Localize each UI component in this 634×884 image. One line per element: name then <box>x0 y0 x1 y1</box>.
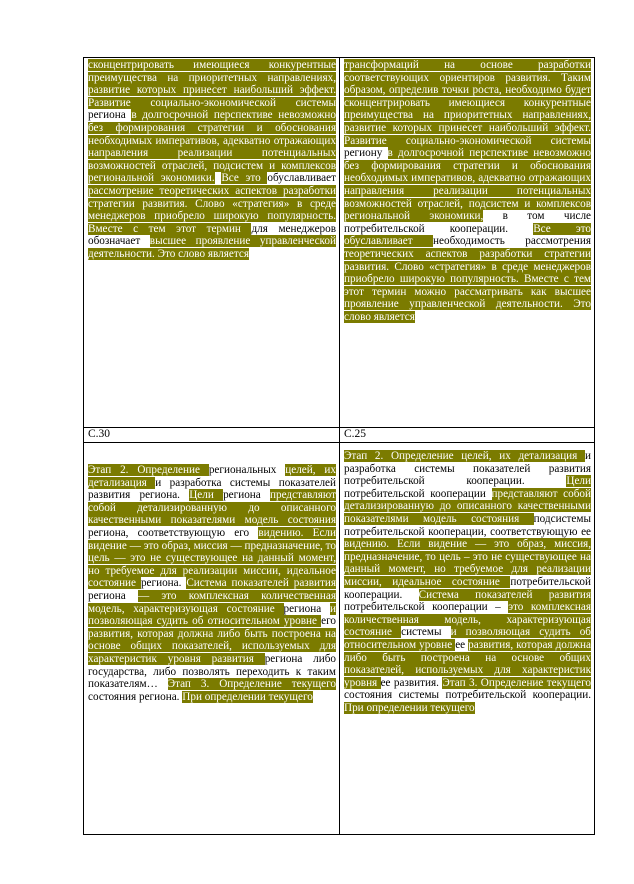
highlighted-text-run: Все это обуславливает <box>344 222 591 248</box>
highlighted-text-run: это комплексная количественная модель, характеризующая состояние <box>344 601 591 639</box>
comparison-table <box>83 57 595 835</box>
highlighted-text-run: Этап 3. Определение текущего <box>167 678 336 691</box>
plain-text-run: региона. <box>140 577 187 590</box>
plain-text-run: потребительской кооперации – <box>344 601 509 614</box>
plain-text-run: состояния системы потребительской кооперации. <box>344 689 591 702</box>
highlighted-text-run: Все это <box>221 172 268 185</box>
caption-right: С.25 <box>344 428 367 440</box>
highlighted-text-run: целей, их детализация <box>88 464 336 489</box>
highlighted-text-run: Этап 2. Определение целей, их детализация <box>344 450 585 462</box>
highlighted-text-run: Система показателей развития <box>186 577 336 590</box>
plain-text-run: региону <box>344 147 388 160</box>
plain-text-run: в том числе потребительской кооперации. <box>344 210 591 235</box>
highlighted-text-run: При определении текущего <box>182 690 313 703</box>
highlighted-text-run: сконцентрировать имеющиеся конкурентные преимущества на приоритетных направлениях, развитие которых принесет наибольший эффект. Развитие социально-экономической системы <box>88 59 336 109</box>
bottom-left-text <box>88 464 336 703</box>
plain-text-run: региональных <box>208 464 286 476</box>
highlighted-text-run: видению. Если видение — это образ, миссия — предназначение, то цель — это не существующее на данный момент, но требуемое для реализации миссии, идеальное состояние <box>88 526 336 590</box>
plain-text-run: региона либо государства, либо позволять переходить к таким показателям… <box>88 652 336 691</box>
bottom-left-cell <box>84 463 339 834</box>
plain-text-run: его <box>321 615 336 628</box>
highlighted-text-run: предназначение, то цель – это не существующее на данный момент, но требуемое для реализации миссии, идеальное состояние <box>344 550 591 588</box>
highlighted-text-run: и позволяющая судить об относительном уровне <box>344 626 591 651</box>
highlighted-text-run: При определении текущего <box>344 701 475 714</box>
plain-text-run: и разработка системы показателей развития потребительской кооперации. <box>344 450 591 488</box>
highlighted-text-run: представляют собой детализированную до описанного качественными показателями модель состояния <box>88 489 337 527</box>
plain-text-run: системы <box>401 626 451 639</box>
top-right-cell <box>340 58 594 427</box>
highlighted-text-run: трансформаций на основе разработки соответствующих ориентиров развития. Таким образом, определив точки роста, необходимо будет сконцентрировать имеющиеся конкурентные преимущества на приоритетных направлениях, развитие которых принесет наибольший эффект. Развитие социально-экономической системы <box>344 59 591 147</box>
top-left-cell <box>84 58 339 427</box>
highlighted-text-run: в долгосрочной перспективе невозможно без формирования стратегии и обоснования необходимых императивов, адекватно отражающих направления реализации потенциальных возможностей отраслей, подсистем и комплексов региональной экономики. <box>88 109 336 185</box>
highlighted-text-run: рассмотрение теоретических аспектов разработки стратегии развития. Слово «стратегия» в среде менеджеров приобрело широкую популярность. Вместе с тем этот термин <box>88 184 336 235</box>
highlighted-text-run: развития, которая должна либо быть построена на основе общих показателей, используемых для характеристик уровня развития <box>88 627 336 665</box>
plain-text-run: и разработка системы показателей развития региона. <box>88 476 337 502</box>
plain-text-run: региона <box>223 489 270 502</box>
plain-text-run: потребительской кооперации. <box>344 575 591 601</box>
plain-text-run: обуславливает <box>267 172 337 185</box>
plain-text-run: для менеджеров обозначает <box>88 222 336 248</box>
highlighted-text-run: — это комплексная количественная модель, характеризующая состояние <box>88 589 336 615</box>
top-left-text <box>88 59 336 261</box>
top-right-text <box>344 59 591 323</box>
highlighted-text-run: и позволяющая судить об относительном уровне <box>88 602 336 628</box>
bottom-right-text <box>344 450 591 714</box>
highlighted-text-run: высшее проявление управленческой деятельности. Это слово является <box>88 235 337 260</box>
plain-text-run: необходимость рассмотрения <box>433 235 591 248</box>
plain-text-run: региона <box>283 602 330 615</box>
plain-text-run: ее <box>455 638 469 651</box>
plain-text-run: региона <box>88 589 138 602</box>
plain-text-run: региона, соответствующую его <box>88 526 259 539</box>
highlighted-text-run: в долгосрочной перспективе невозможно без формирования стратегии и обоснования необходимых императивов, адекватно отражающих направления реализации потенциальных возможностей отраслей, подсистем и комплексов региональной экономики, <box>344 147 591 223</box>
highlighted-text-run: Система показателей развития <box>418 588 592 601</box>
table-border-right <box>594 57 595 835</box>
bottom-right-cell <box>340 449 594 834</box>
plain-text-run: потребительской кооперации <box>344 487 492 500</box>
plain-text-run: состояния региона. <box>88 690 183 703</box>
highlighted-text-run: представляют собой детализированную до описанного качественными показателями модель состояния <box>344 487 591 525</box>
highlighted-text-run: Цели <box>189 489 224 502</box>
plain-text-run: ее развития. <box>380 676 443 689</box>
highlighted-text-run: Этап 2. Определение <box>88 464 209 476</box>
highlighted-text-run: видению. Если видение — это образ, миссия, <box>344 538 591 551</box>
highlighted-text-run: теоретических аспектов разработки стратегии развития. Слово «стратегия» в среде менеджеров приобрело широкую популярность. Вместе с тем этот термин можно рассматривать как высшее проявление управленческой деятельности. Это слово является <box>344 247 591 323</box>
highlighted-text-run: развития, которая должна либо быть построена на основе общих показателей, используемых для характеристик уровня <box>344 638 591 689</box>
plain-text-run: подсистемы потребительской кооперации, соответствующую ее <box>344 512 591 538</box>
highlighted-text-run: Этап 3. Определение текущего <box>442 676 591 689</box>
plain-text-run: региона <box>88 109 132 122</box>
caption-left: С.30 <box>88 428 111 440</box>
highlighted-text-run: Цели <box>566 475 591 488</box>
